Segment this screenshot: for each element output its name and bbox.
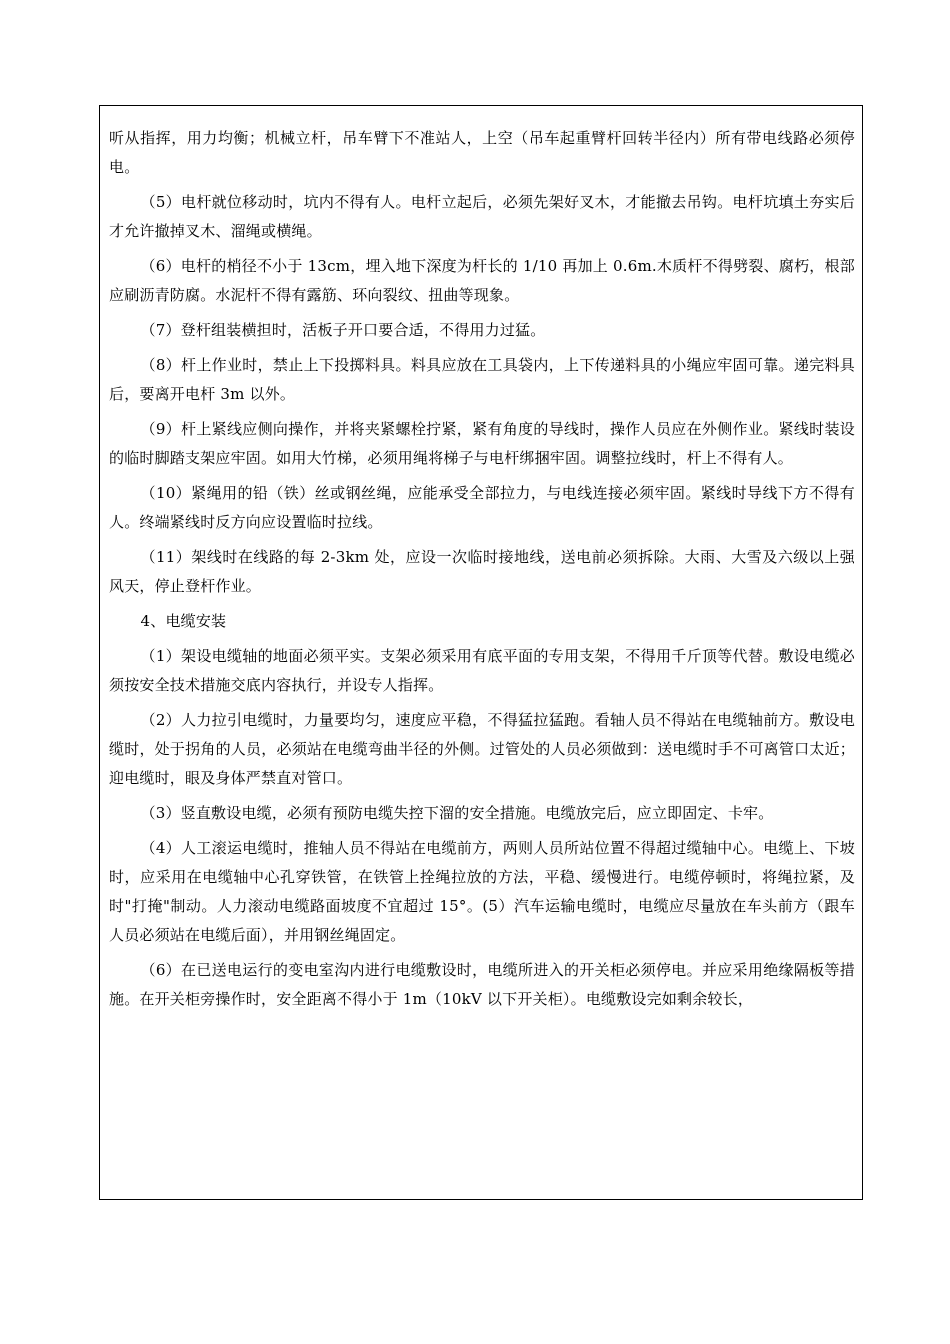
section-heading: 4、电缆安装 bbox=[140, 612, 227, 630]
paragraph-11: （2）人力拉引电缆时，力量要均匀，速度应平稳，不得猛拉猛跑。看轴人员不得站在电缆轴前方。敷设电缆时，处于拐角的人员，必须站在电缆弯曲半径的外侧。过管处的人员必须做到：送电缆时手不可离管口太近；迎电缆时，眼及身体严禁直对管口。 bbox=[109, 711, 855, 787]
paragraph-7: （10）紧绳用的铅（铁）丝或钢丝绳，应能承受全部拉力，与电线连接必须牢固。紧线时导线下方不得有人。终端紧线时反方向应设置临时拉线。 bbox=[109, 484, 855, 531]
paragraph-2: （5）电杆就位移动时，坑内不得有人。电杆立起后，必须先架好叉木，才能撤去吊钩。电杆坑填土夯实后才允许撤掉叉木、溜绳或横绳。 bbox=[109, 193, 855, 240]
paragraph-5: （8）杆上作业时，禁止上下投掷料具。料具应放在工具袋内，上下传递料具的小绳应牢固可靠。递完料具后，要离开电杆 3m 以外。 bbox=[109, 356, 855, 403]
paragraph-1: 听从指挥，用力均衡；机械立杆，吊车臂下不准站人，上空（吊车起重臂杆回转半径内）所有带电线路必须停电。 bbox=[109, 129, 855, 176]
paragraph-8: （11）架线时在线路的每 2-3km 处，应设一次临时接地线，送电前必须拆除。大雨、大雪及六级以上强风天，停止登杆作业。 bbox=[109, 548, 855, 595]
paragraph-3: （6）电杆的梢径不小于 13cm，埋入地下深度为杆长的 1/10 再加上 0.6m.木质杆不得劈裂、腐朽，根部应刷沥青防腐。水泥杆不得有露筋、环向裂纹、扭曲等现象。 bbox=[109, 257, 855, 304]
document-body bbox=[109, 124, 855, 1020]
paragraph-13: （4）人工滚运电缆时，推轴人员不得站在电缆前方，两则人员所站位置不得超过缆轴中心。电缆上、下坡时，应采用在电缆轴中心孔穿铁管，在铁管上拴绳拉放的方法，平稳、缓慢进行。电缆停顿时，将绳拉紧，及时"打掩"制动。人力滚动电缆路面坡度不宜超过 15°。(5）汽车运输电缆时，电缆应尽量放在车头前方（跟车人员必须站在电缆后面），并用钢丝绳固定。 bbox=[109, 839, 855, 944]
paragraph-4: （7）登杆组装横担时，活板子开口要合适，不得用力过猛。 bbox=[140, 321, 546, 339]
paragraph-6: （9）杆上紧线应侧向操作，并将夹紧螺栓拧紧，紧有角度的导线时，操作人员应在外侧作业。紧线时装设的临时脚踏支架应牢固。如用大竹梯，必须用绳将梯子与电杆绑捆牢固。调整拉线时，杆上不得有人。 bbox=[109, 420, 855, 467]
paragraph-10: （1）架设电缆轴的地面必须平实。支架必须采用有底平面的专用支架，不得用千斤顶等代替。敷设电缆必须按安全技术措施交底内容执行，并设专人指挥。 bbox=[109, 647, 855, 694]
paragraph-14: （6）在已送电运行的变电室沟内进行电缆敷设时，电缆所进入的开关柜必须停电。并应采用绝缘隔板等措施。在开关柜旁操作时，安全距离不得小于 1m（10kV 以下开关柜）。电缆敷设完如剩余较长， bbox=[109, 961, 855, 1008]
paragraph-12: （3）竖直敷设电缆，必须有预防电缆失控下溜的安全措施。电缆放完后，应立即固定、卡牢。 bbox=[140, 804, 774, 822]
document-frame bbox=[99, 105, 863, 1200]
